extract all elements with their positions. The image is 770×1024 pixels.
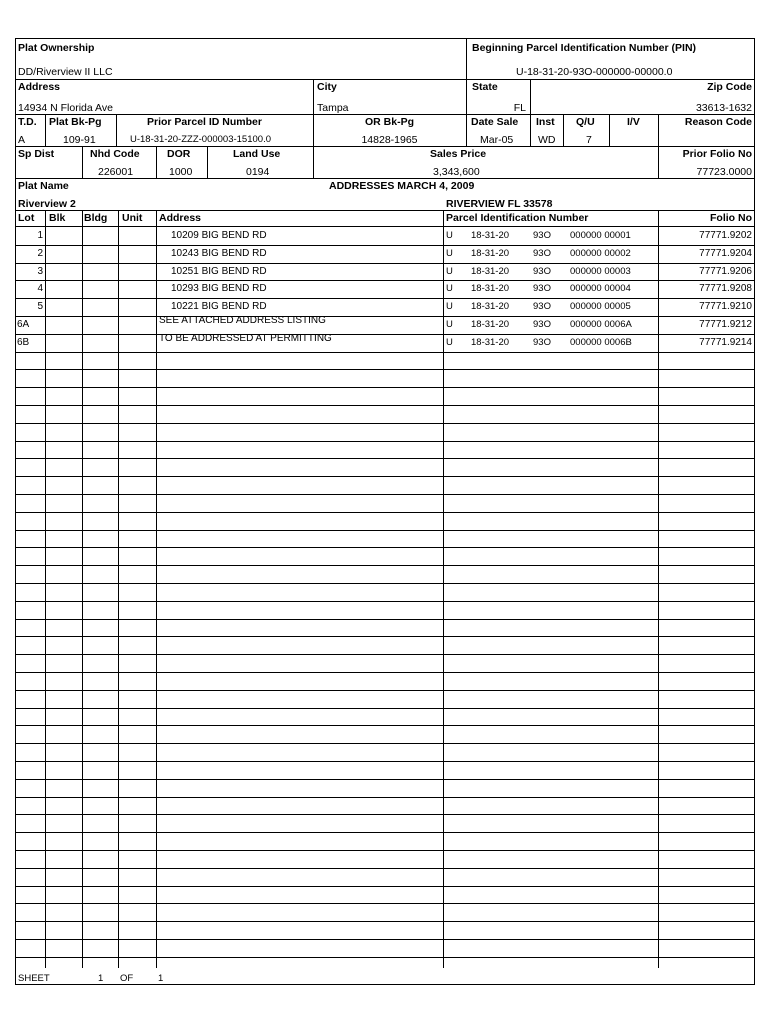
zip-label: Zip Code [707, 81, 752, 93]
beginning-pin-label: Beginning Parcel Identification Number (PIN) [472, 42, 697, 54]
state-value: FL [513, 102, 526, 114]
row-divider [15, 601, 755, 602]
row-divider [15, 583, 755, 584]
sales-price-value: 3,343,600 [433, 166, 480, 178]
nhd-code-label: Nhd Code [90, 148, 140, 160]
header-divider [45, 114, 46, 146]
row-pin_c: 000000 00003 [570, 266, 631, 277]
row-pin_b: 93O [533, 319, 551, 330]
plat-name-label: Plat Name [18, 180, 69, 192]
row-divider [15, 263, 755, 264]
row-pin_c: 000000 0006A [570, 319, 632, 330]
row-lot: 4 [37, 283, 43, 294]
row-divider [15, 423, 755, 424]
header-divider [15, 178, 755, 179]
header-divider [466, 114, 467, 146]
city-label: City [317, 81, 337, 93]
header-divider [563, 114, 564, 146]
header-divider [156, 146, 157, 178]
column-divider [156, 210, 157, 968]
prior-parcel-label: Prior Parcel ID Number [147, 116, 262, 128]
row-pin_u: U [446, 319, 453, 330]
row-lot: 2 [37, 248, 43, 259]
col-blk: Blk [49, 212, 66, 224]
row-pin_a: 18-31-20 [471, 301, 510, 312]
row-divider [15, 352, 755, 353]
prior-parcel-value: U-18-31-20-ZZZ-000003-15100.0 [130, 134, 271, 145]
beginning-pin-value: U-18-31-20-93O-000000-00000.0 [516, 66, 673, 78]
dor-value: 1000 [169, 166, 193, 178]
addresses-title: ADDRESSES MARCH 4, 2009 [329, 180, 475, 192]
row-folio: 77771.9202 [699, 230, 752, 241]
qu-value: 7 [586, 134, 592, 146]
row-folio: 77771.9210 [699, 301, 752, 312]
row-pin_a: 18-31-20 [471, 319, 510, 330]
row-address: 10251 BIG BEND RD [171, 266, 267, 277]
row-divider [15, 334, 755, 335]
td-label: T.D. [18, 116, 37, 128]
col-lot: Lot [18, 212, 35, 224]
row-folio: 77771.9204 [699, 248, 752, 259]
row-pin_b: 93O [533, 337, 551, 348]
prior-folio-value: 77723.0000 [696, 166, 752, 178]
column-header-divider [15, 226, 755, 227]
row-divider [15, 672, 755, 673]
row-address: 10209 BIG BEND RD [171, 230, 267, 241]
row-pin_u: U [446, 283, 453, 294]
column-divider [45, 210, 46, 968]
row-pin_c: 000000 00004 [570, 283, 631, 294]
row-divider [15, 369, 755, 370]
row-divider [15, 886, 755, 887]
row-divider [15, 921, 755, 922]
iv-label: I/V [627, 116, 640, 128]
spdist-label: Sp Dist [18, 148, 55, 160]
date-sale-value: Mar-05 [480, 134, 514, 146]
inst-value: WD [538, 134, 556, 146]
or-bkpg-label: OR Bk-Pg [364, 116, 414, 128]
row-divider [15, 547, 755, 548]
row-divider [15, 814, 755, 815]
header-divider [116, 114, 117, 146]
row-divider [15, 316, 755, 317]
row-divider [15, 636, 755, 637]
row-pin_c: 000000 00002 [570, 248, 631, 259]
col-address: Address [159, 212, 202, 224]
row-divider [15, 743, 755, 744]
row-divider [15, 761, 755, 762]
plat-name-value: Riverview 2 [18, 198, 76, 210]
sales-price-label: Sales Price [430, 148, 487, 160]
sheet-label: SHEET [18, 973, 50, 984]
row-divider [15, 441, 755, 442]
row-pin_b: 93O [533, 248, 551, 259]
row-folio: 77771.9208 [699, 283, 752, 294]
row-pin_u: U [446, 337, 453, 348]
address-value: 14934 N Florida Ave [18, 102, 113, 114]
sheet-number: 1 [98, 973, 104, 984]
header-divider [15, 210, 755, 211]
header-divider [15, 79, 755, 80]
header-divider [530, 79, 531, 146]
column-divider [82, 210, 83, 968]
row-folio: 77771.9214 [699, 337, 752, 348]
location-title: RIVERVIEW FL 33578 [446, 198, 553, 210]
reason-code-label: Reason Code [684, 116, 752, 128]
row-divider [15, 939, 755, 940]
row-pin_a: 18-31-20 [471, 248, 510, 259]
row-divider [15, 690, 755, 691]
nhd-code-value: 226001 [98, 166, 134, 178]
address-label: Address [18, 81, 61, 93]
col-pin: Parcel Identification Number [446, 212, 589, 224]
row-address: 10221 BIG BEND RD [171, 301, 267, 312]
or-bkpg-value: 14828-1965 [361, 134, 418, 146]
row-pin_u: U [446, 230, 453, 241]
row-divider [15, 298, 755, 299]
header-divider [15, 146, 755, 147]
row-pin_c: 000000 00001 [570, 230, 631, 241]
inst-label: Inst [536, 116, 555, 128]
row-divider [15, 280, 755, 281]
header-divider [82, 146, 83, 178]
land-use-label: Land Use [233, 148, 281, 160]
header-divider [15, 114, 755, 115]
row-folio: 77771.9212 [699, 319, 752, 330]
row-pin_a: 18-31-20 [471, 283, 510, 294]
header-divider [313, 79, 314, 114]
row-divider [15, 476, 755, 477]
header-divider [658, 114, 659, 178]
row-divider [15, 530, 755, 531]
row-divider [15, 654, 755, 655]
state-label: State [472, 81, 498, 93]
td-value: A [18, 134, 26, 146]
land-use-value: 0194 [246, 166, 270, 178]
row-pin_a: 18-31-20 [471, 337, 510, 348]
row-divider [15, 903, 755, 904]
column-divider [118, 210, 119, 968]
col-bldg: Bldg [84, 212, 108, 224]
row-pin_b: 93O [533, 283, 551, 294]
row-pin_b: 93O [533, 230, 551, 241]
column-divider [658, 210, 659, 968]
row-divider [15, 725, 755, 726]
plat-ownership-label: Plat Ownership [18, 42, 95, 54]
dor-label: DOR [167, 148, 191, 160]
qu-label: Q/U [576, 116, 595, 128]
row-divider [15, 245, 755, 246]
date-sale-label: Date Sale [471, 116, 519, 128]
row-folio: 77771.9206 [699, 266, 752, 277]
row-lot: 1 [37, 230, 43, 241]
prior-folio-label: Prior Folio No [682, 148, 752, 160]
plat-ownership-value: DD/Riverview II LLC [18, 66, 113, 78]
sheet-total: 1 [158, 973, 164, 984]
row-pin_b: 93O [533, 266, 551, 277]
header-divider [207, 146, 208, 178]
row-divider [15, 405, 755, 406]
column-divider [443, 210, 444, 968]
row-divider [15, 957, 755, 958]
row-pin_a: 18-31-20 [471, 230, 510, 241]
row-pin_u: U [446, 266, 453, 277]
row-lot: 3 [37, 266, 43, 277]
row-address: TO BE ADDRESSED AT PERMITTING [159, 333, 332, 344]
row-address: 10243 BIG BEND RD [171, 248, 267, 259]
row-address: 10293 BIG BEND RD [171, 283, 267, 294]
row-pin_c: 000000 0006B [570, 337, 632, 348]
row-pin_u: U [446, 301, 453, 312]
row-pin_u: U [446, 248, 453, 259]
row-lot: 6B [17, 337, 30, 348]
row-address: SEE ATTACHED ADDRESS LISTING [159, 315, 326, 326]
row-lot: 6A [17, 319, 30, 330]
row-divider [15, 850, 755, 851]
row-divider [15, 868, 755, 869]
row-divider [15, 512, 755, 513]
sheet-of-label: OF [120, 973, 134, 984]
zip-value: 33613-1632 [695, 102, 752, 114]
col-unit: Unit [122, 212, 143, 224]
row-divider [15, 619, 755, 620]
row-lot: 5 [37, 301, 43, 312]
col-folio: Folio No [710, 212, 752, 224]
row-divider [15, 387, 755, 388]
plat-bkpg-label: Plat Bk-Pg [49, 116, 102, 128]
row-divider [15, 565, 755, 566]
row-divider [15, 708, 755, 709]
city-value: Tampa [317, 102, 349, 114]
row-divider [15, 458, 755, 459]
row-divider [15, 797, 755, 798]
row-pin_b: 93O [533, 301, 551, 312]
row-pin_a: 18-31-20 [471, 266, 510, 277]
header-divider [609, 114, 610, 146]
row-pin_c: 000000 00005 [570, 301, 631, 312]
row-divider [15, 779, 755, 780]
row-divider [15, 832, 755, 833]
plat-bkpg-value: 109-91 [63, 134, 96, 146]
row-divider [15, 494, 755, 495]
